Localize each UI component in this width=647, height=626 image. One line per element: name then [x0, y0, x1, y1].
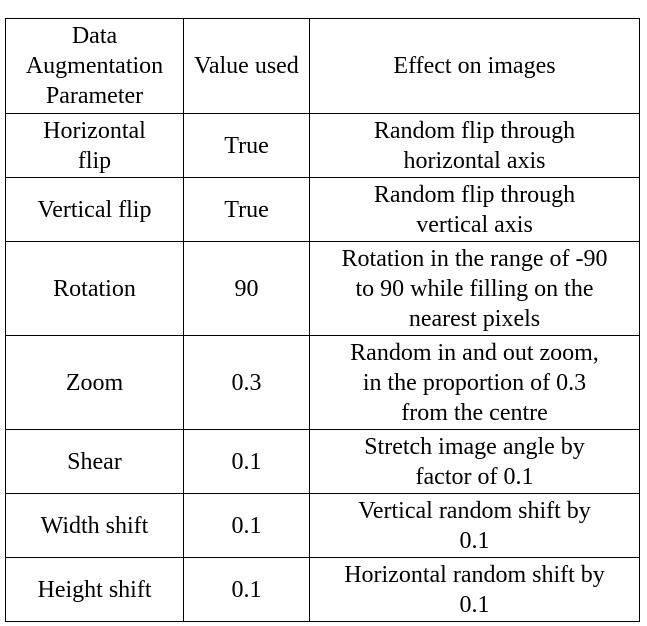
value-cell: 90 [184, 242, 310, 336]
parameter-cell: Horizontal flip [6, 114, 184, 178]
value-cell: 0.1 [184, 494, 310, 558]
table-row [6, 178, 640, 242]
effect-cell: Random in and out zoom, in the proportion of 0.3 from the centre [310, 336, 640, 430]
header-row [6, 19, 640, 114]
parameter-cell: Width shift [6, 494, 184, 558]
parameter-cell: Shear [6, 430, 184, 494]
table-row [6, 558, 640, 622]
parameter-cell: Height shift [6, 558, 184, 622]
effect-cell: Random flip through vertical axis [310, 178, 640, 242]
header-parameter: Data Augmentation Parameter [6, 19, 184, 114]
table-row [6, 494, 640, 558]
table-row [6, 242, 640, 336]
parameter-cell: Vertical flip [6, 178, 184, 242]
parameter-cell: Rotation [6, 242, 184, 336]
parameter-cell: Zoom [6, 336, 184, 430]
table-row [6, 430, 640, 494]
header-value-used: Value used [184, 19, 310, 114]
value-cell: 0.1 [184, 430, 310, 494]
value-cell: True [184, 114, 310, 178]
effect-cell: Rotation in the range of -90 to 90 while filling on the nearest pixels [310, 242, 640, 336]
header-effect: Effect on images [310, 19, 640, 114]
effect-cell: Stretch image angle by factor of 0.1 [310, 430, 640, 494]
effect-cell: Vertical random shift by 0.1 [310, 494, 640, 558]
value-cell: 0.3 [184, 336, 310, 430]
table-row [6, 336, 640, 430]
table-row [6, 114, 640, 178]
effect-cell: Horizontal random shift by 0.1 [310, 558, 640, 622]
value-cell: True [184, 178, 310, 242]
effect-cell: Random flip through horizontal axis [310, 114, 640, 178]
augmentation-table [5, 18, 640, 622]
value-cell: 0.1 [184, 558, 310, 622]
table-container [5, 18, 640, 622]
